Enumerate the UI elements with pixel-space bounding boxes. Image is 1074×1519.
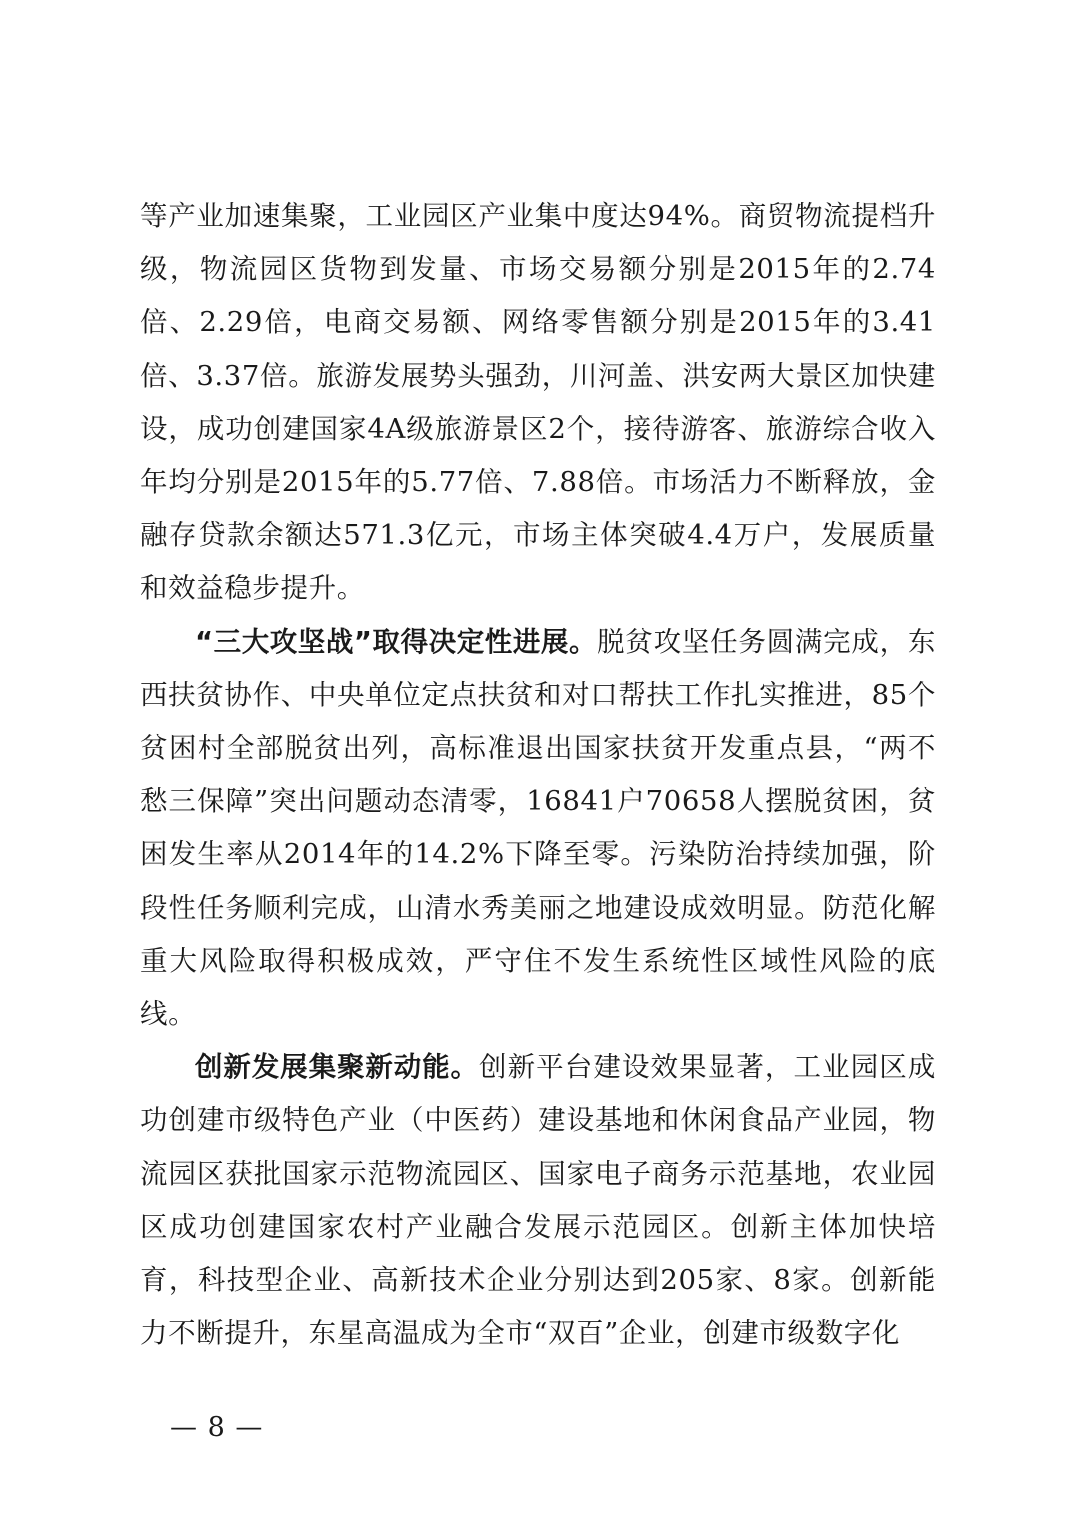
page-number: — 8 — (170, 1412, 264, 1443)
paragraph-1 (140, 190, 936, 616)
paragraph-1-text: 等产业加速集聚，工业园区产业集中度达94%。商贸物流提档升级，物流园区货物到发量、市场交易额分别是2015年的2.74倍、2.29倍，电商交易额、网络零售额分别是2015年的3.41倍、3.37倍。旅游发展势头强劲，川河盖、洪安两大景区加快建设，成功创建国家4A级旅游景区2个，接待游客、旅游综合收入年均分别是2015年的5.77倍、7.88倍。市场活力不断释放，金融存贷款余额达571.3亿元，市场主体突破4.4万户，发展质量和效益稳步提升。 (140, 200, 936, 605)
paragraph-2-text: 脱贫攻坚任务圆满完成，东西扶贫协作、中央单位定点扶贫和对口帮扶工作扎实推进，85个贫困村全部脱贫出列，高标准退出国家扶贫开发重点县，“两不愁三保障”突出问题动态清零，16841户70658人摆脱贫困，贫困发生率从2014年的14.2%下降至零。污染防治持续加强，阶段性任务顺利完成，山清水秀美丽之地建设成效明显。防范化解重大风险取得积极成效，严守住不发生系统性区域性风险的底线。 (140, 625, 936, 1031)
paragraph-3 (140, 1041, 936, 1360)
body-text (140, 190, 936, 1360)
paragraph-3-heading: 创新发展集聚新动能。 (195, 1051, 479, 1084)
paragraph-3-text: 创新平台建设效果显著，工业园区成功创建市级特色产业（中医药）建设基地和休闲食品产业园，物流园区获批国家示范物流园区、国家电子商务示范基地，农业园区成功创建国家农村产业融合发展示范园区。创新主体加快培育，科技型企业、高新技术企业分别达到205家、8家。创新能力不断提升，东星高温成为全市“双百”企业，创建市级数字化 (140, 1051, 937, 1350)
paragraph-2-heading: “三大攻坚战”取得决定性进展。 (195, 625, 598, 658)
paragraph-2 (140, 616, 936, 1042)
